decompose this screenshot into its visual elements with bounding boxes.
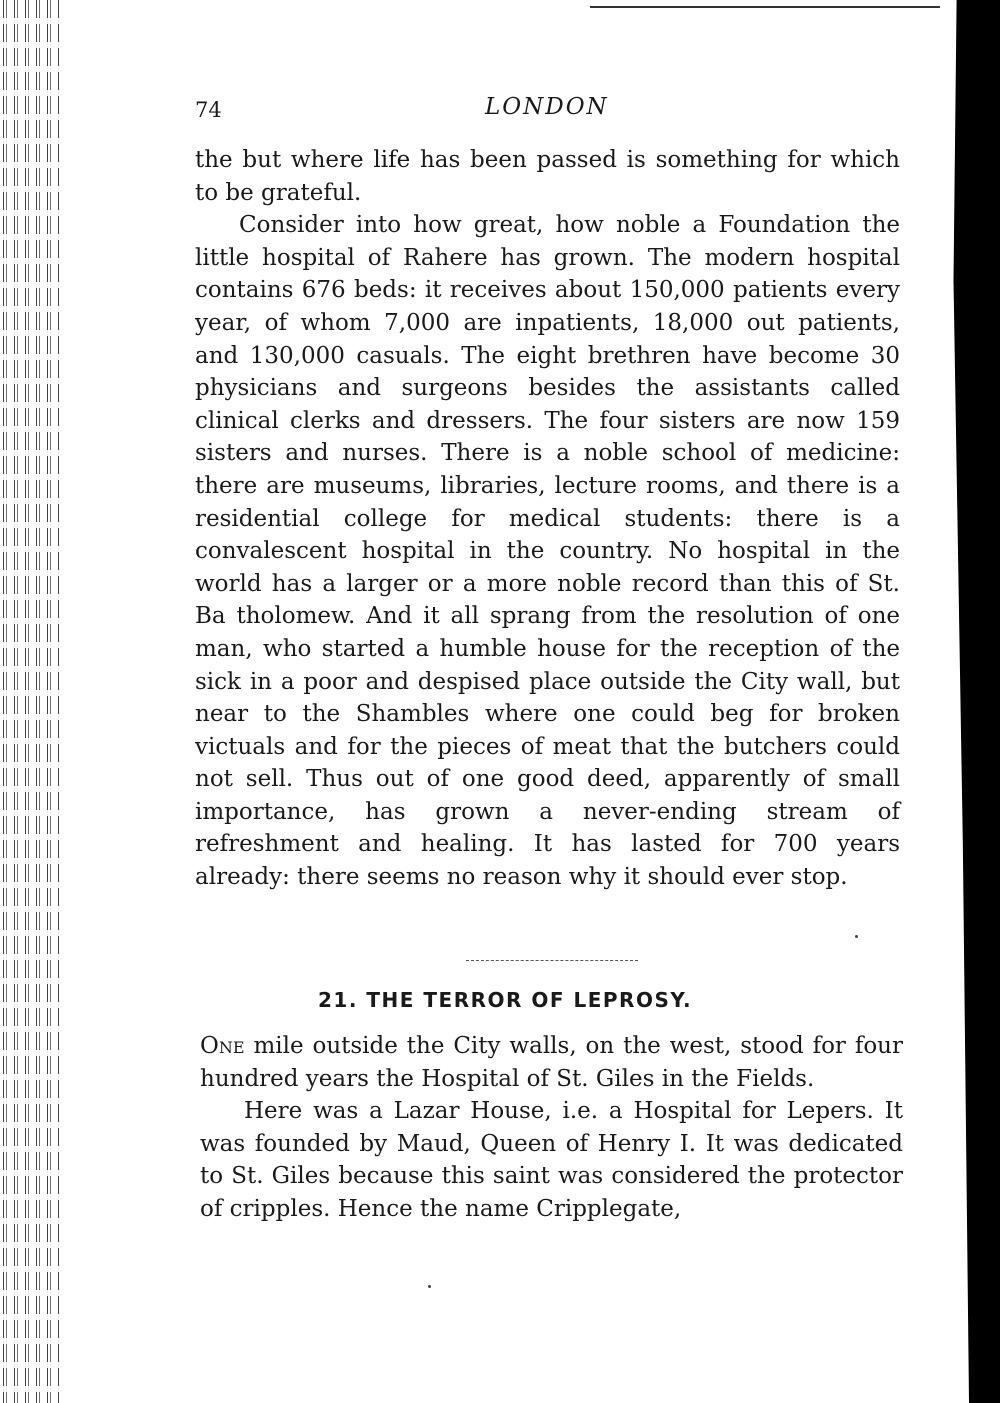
section-paragraph-2: Here was a Lazar House, i.e. a Hospital for Lepers. It was founded by Maud, Queen of Henry I. It was dedicated to St. Giles because this saint was considered the protector of cripples. Hence the name Cripplegate, bbox=[200, 1098, 903, 1222]
first-word-small-caps: One bbox=[200, 1033, 245, 1059]
section-body bbox=[200, 1030, 903, 1226]
running-head: LONDON bbox=[485, 94, 609, 120]
body-text bbox=[195, 144, 900, 894]
section-paragraph-1-text: mile outside the City walls, on the west, stood for four hundred years the Hospital of St. Giles in the Fields. bbox=[200, 1033, 903, 1092]
section-heading: 21. THE TERROR OF LEPROSY. bbox=[318, 988, 693, 1012]
paragraph-continued: the but where life has been passed is something for which to be grateful. bbox=[195, 147, 900, 206]
section-divider bbox=[466, 960, 638, 962]
page-header bbox=[195, 94, 900, 124]
page-number: 74 bbox=[195, 98, 222, 122]
speck-mark bbox=[855, 935, 858, 938]
section-paragraph-1 bbox=[200, 1030, 903, 1095]
speck-mark bbox=[428, 1285, 431, 1288]
paragraph-hospital: Consider into how great, how noble a Foundation the little hospital of Rahere has grown. The modern hospital contains 676 beds: it receives about 150,000 patients every year, of whom 7,000 are inpatients, 18,000 out patients, and 130,000 casuals. The eight brethren have become 30 physicians and surgeons besides the assistants called clinical clerks and dressers. The four sisters are now 159 sisters and nurses. There is a noble school of medicine: there are museums, libraries, lecture rooms, and there is a residential college for medical students: there is a convalescent hospital in the country. No hospital in the world has a larger or a more noble record than this of St. Ba tholomew. And it all sprang from the resolution of one man, who started a humble house for the reception of the sick in a poor and despised place outside the City wall, but near to the Shambles where one could beg for broken victuals and for the pieces of meat that the butchers could not sell. Thus out of one good deed, apparently of small importance, has grown a never-ending stream of refreshment and healing. It has lasted for 700 years already: there seems no reason why it should ever stop. bbox=[195, 212, 900, 891]
